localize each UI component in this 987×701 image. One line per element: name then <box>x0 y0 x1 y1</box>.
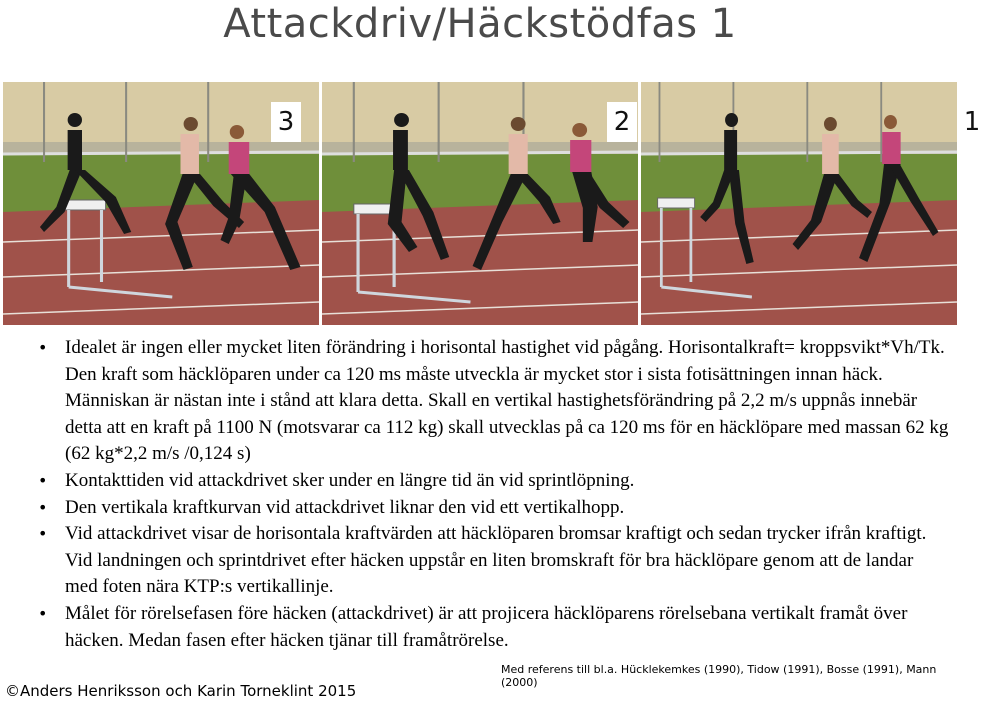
bullet-text: Den vertikala kraftkurvan vid attackdrivet liknar den vid ett vertikalhopp. <box>65 496 625 518</box>
bullet-item <box>38 495 950 522</box>
bullet-list <box>38 335 950 654</box>
photo-frame-1 <box>641 82 981 325</box>
bullet-text: Idealet är ingen eller mycket liten förändring i horisontal hastighet vid pågång. Horisontalkraft= kroppsvikt*Vh/Tk. Den kraft som häcklöparen under ca 120 ms måste utveckla är mycket stor i sista fotisättningen innan häck. Människan är nästan inte i stånd att klara detta. Skall en vertikal hastighetsförändring på 2,2 m/s uppnås innebär detta att en kraft på 1100 N (motsvarar ca 112 kg) skall utvecklas på ca 120 ms för en häcklöpare med massan 62 kg (62 kg*2,2 m/s /0,124 s) <box>65 337 949 465</box>
hurdler-photo-2 <box>322 82 638 325</box>
bullet-item <box>38 468 950 495</box>
bullet-icon: • <box>38 603 48 623</box>
bullet-icon: • <box>38 470 48 490</box>
frame-number-2: 2 <box>607 102 637 142</box>
bullet-icon: • <box>38 524 48 544</box>
photo-frame-2 <box>322 82 638 325</box>
bullet-item <box>38 601 950 654</box>
copyright-notice: ©Anders Henriksson och Karin Torneklint 2015 <box>5 682 357 700</box>
hurdler-photo-1 <box>641 82 957 325</box>
bullet-item <box>38 335 950 468</box>
bullet-text: Målet för rörelsefasen före häcken (attackdrivet) är att projicera häcklöparens rörelsebana vertikalt framåt över häcken. Medan fasen efter häcken tjänar till framåtrörelse. <box>65 602 908 651</box>
hurdle-photo-sequence <box>3 82 981 325</box>
frame-number-3: 3 <box>271 102 301 142</box>
slide-title: Attackdriv/Häckstödfas 1 <box>223 1 737 47</box>
photo-frame-3 <box>3 82 319 325</box>
frame-number-1: 1 <box>957 102 987 142</box>
bullet-text: Kontakttiden vid attackdrivet sker under en längre tid än vid sprintlöpning. <box>65 469 635 491</box>
bullet-text: Vid attackdrivet visar de horisontala kraftvärden att häcklöparen bromsar kraftigt och sedan trycker ifrån kraftigt. Vid landningen och sprintdrivet efter häcken uppstår en liten bromskraft för bra häcklöpare genom att de landar med foten nära KTP:s vertikallinje. <box>65 523 927 598</box>
references-note: Med referens till bl.a. Hücklekemkes (1990), Tidow (1991), Bosse (1991), Mann (2000) <box>501 663 937 689</box>
bullet-icon: • <box>38 497 48 517</box>
bullet-icon: • <box>38 338 48 357</box>
bullet-item <box>38 521 950 601</box>
